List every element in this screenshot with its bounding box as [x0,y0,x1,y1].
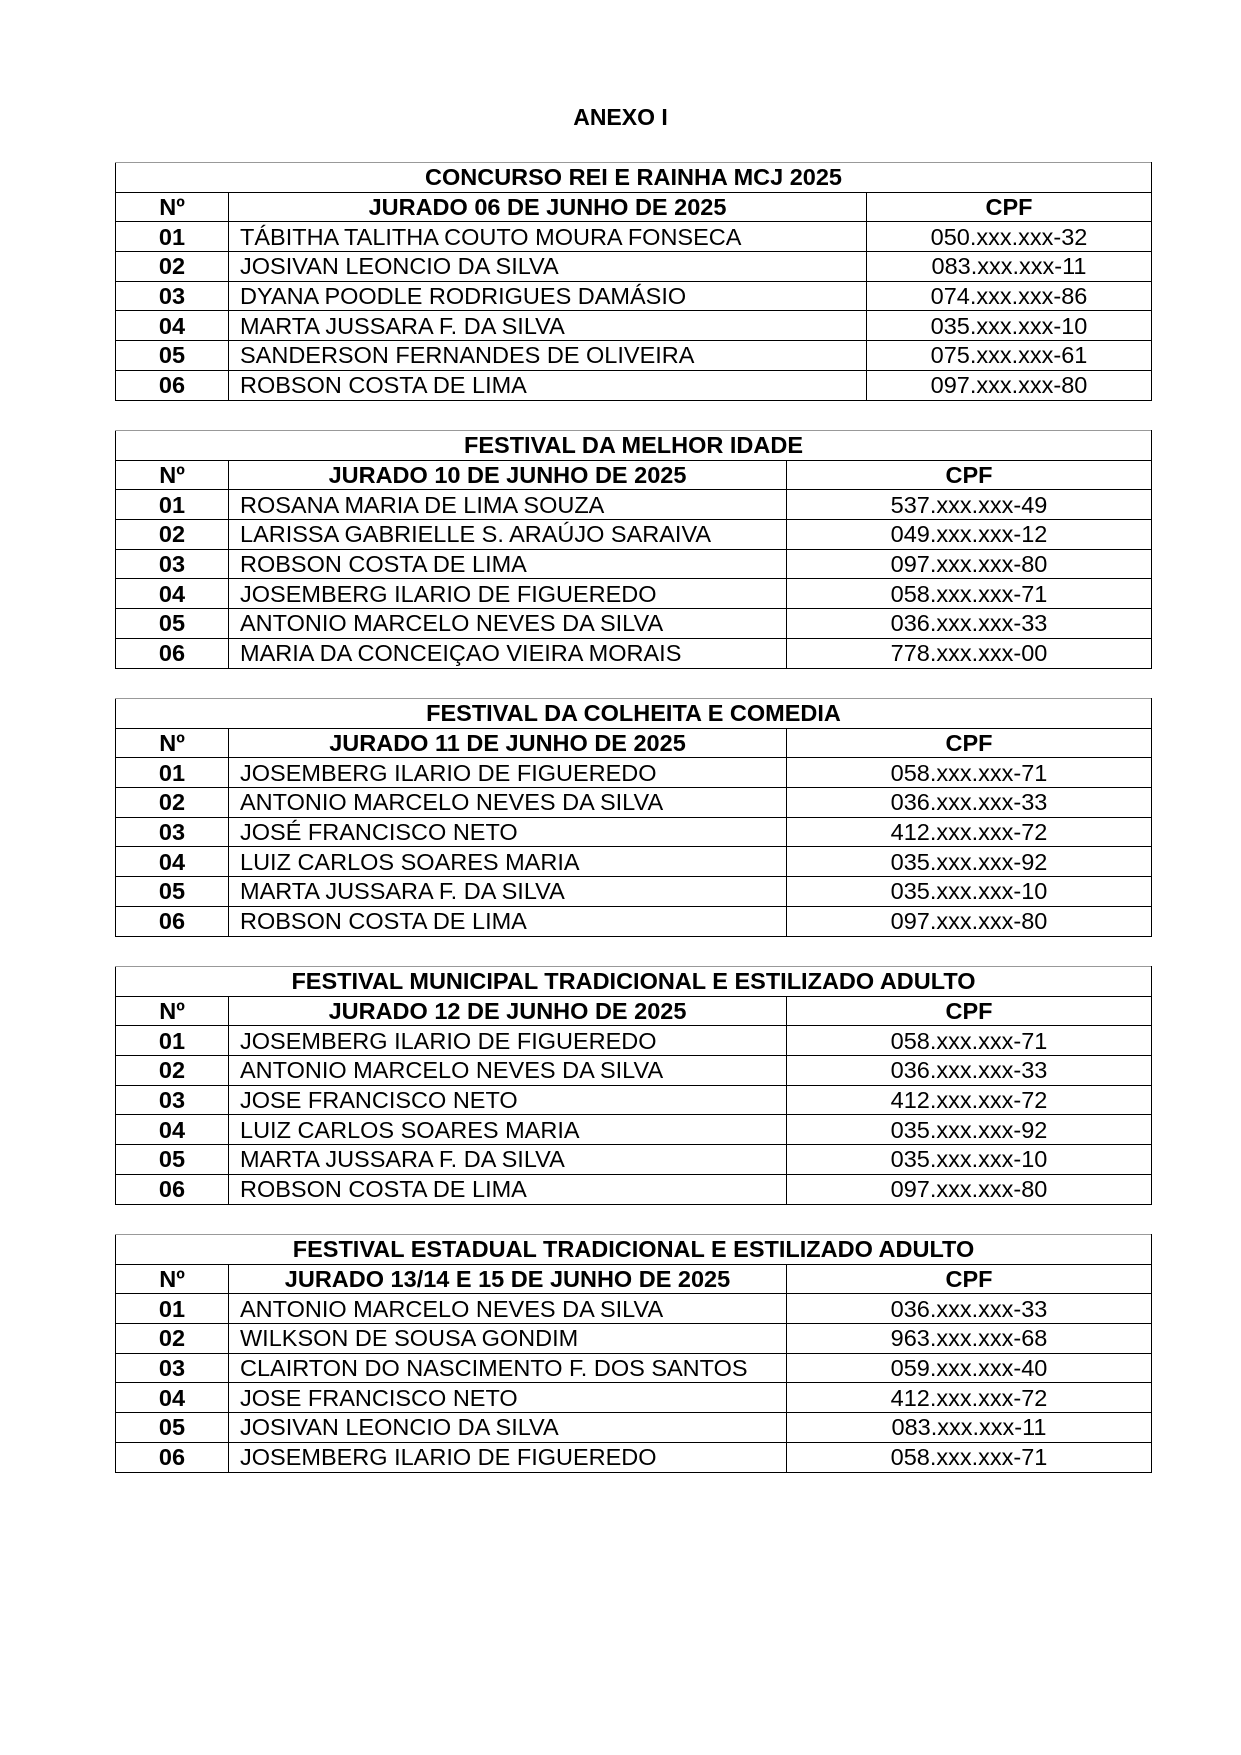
row-number: 06 [116,1174,229,1204]
juror-name: ROBSON COSTA DE LIMA [229,370,867,400]
table-row [116,817,1152,847]
table-row [116,1294,1152,1324]
column-header-cpf: CPF [787,996,1152,1026]
juror-name: TÁBITHA TALITHA COUTO MOURA FONSECA [229,222,867,252]
table-row [116,609,1152,639]
juror-cpf: 537.xxx.xxx-49 [787,490,1152,520]
juror-cpf: 097.xxx.xxx-80 [867,370,1152,400]
table-row [116,579,1152,609]
row-number: 05 [116,609,229,639]
juror-name: MARTA JUSSARA F. DA SILVA [229,1145,787,1175]
juror-name: JOSIVAN LEONCIO DA SILVA [229,252,867,282]
juror-cpf: 036.xxx.xxx-33 [787,1294,1152,1324]
table-header-row [116,728,1152,758]
row-number: 05 [116,877,229,907]
juror-name: ANTONIO MARCELO NEVES DA SILVA [229,609,787,639]
column-header-jurado: JURADO 06 DE JUNHO DE 2025 [229,192,867,222]
column-header-number: Nº [116,996,229,1026]
juror-name: ANTONIO MARCELO NEVES DA SILVA [229,788,787,818]
row-number: 01 [116,222,229,252]
table-row [116,222,1152,252]
table-row [116,341,1152,371]
column-header-number: Nº [116,728,229,758]
table-header-row [116,192,1152,222]
row-number: 04 [116,1115,229,1145]
table-row [116,520,1152,550]
column-header-cpf: CPF [867,192,1152,222]
jury-table [115,698,1152,937]
table-caption: FESTIVAL ESTADUAL TRADICIONAL E ESTILIZADO ADULTO [116,1235,1152,1265]
juror-cpf: 058.xxx.xxx-71 [787,758,1152,788]
juror-name: ANTONIO MARCELO NEVES DA SILVA [229,1056,787,1086]
juror-name: ROBSON COSTA DE LIMA [229,1174,787,1204]
row-number: 02 [116,1056,229,1086]
juror-cpf: 097.xxx.xxx-80 [787,549,1152,579]
table-row [116,252,1152,282]
juror-name: MARTA JUSSARA F. DA SILVA [229,877,787,907]
row-number: 02 [116,1324,229,1354]
juror-cpf: 075.xxx.xxx-61 [867,341,1152,371]
table-row [116,847,1152,877]
table-row [116,1085,1152,1115]
juror-name: JOSEMBERG ILARIO DE FIGUEREDO [229,579,787,609]
row-number: 04 [116,311,229,341]
juror-name: JOSIVAN LEONCIO DA SILVA [229,1413,787,1443]
table-row [116,1353,1152,1383]
table-caption-row [116,163,1152,193]
juror-cpf: 035.xxx.xxx-10 [787,1145,1152,1175]
row-number: 03 [116,281,229,311]
table-row [116,1383,1152,1413]
juror-cpf: 778.xxx.xxx-00 [787,638,1152,668]
table-row [116,549,1152,579]
juror-cpf: 035.xxx.xxx-92 [787,1115,1152,1145]
juror-cpf: 035.xxx.xxx-10 [787,877,1152,907]
juror-cpf: 058.xxx.xxx-71 [787,1026,1152,1056]
row-number: 03 [116,1353,229,1383]
juror-name: CLAIRTON DO NASCIMENTO F. DOS SANTOS [229,1353,787,1383]
table-row [116,370,1152,400]
table-caption-row [116,699,1152,729]
row-number: 06 [116,370,229,400]
table-header-row [116,996,1152,1026]
juror-cpf: 050.xxx.xxx-32 [867,222,1152,252]
juror-name: JOSE FRANCISCO NETO [229,1383,787,1413]
row-number: 02 [116,252,229,282]
juror-name: ROBSON COSTA DE LIMA [229,906,787,936]
row-number: 02 [116,520,229,550]
column-header-jurado: JURADO 13/14 E 15 DE JUNHO DE 2025 [229,1264,787,1294]
table-caption: FESTIVAL DA MELHOR IDADE [116,431,1152,461]
juror-name: JOSÉ FRANCISCO NETO [229,817,787,847]
table-row [116,638,1152,668]
row-number: 06 [116,1442,229,1472]
table-row [116,1442,1152,1472]
table-caption-row [116,1235,1152,1265]
row-number: 01 [116,490,229,520]
row-number: 04 [116,579,229,609]
juror-cpf: 083.xxx.xxx-11 [787,1413,1152,1443]
juror-name: ROSANA MARIA DE LIMA SOUZA [229,490,787,520]
juror-name: ANTONIO MARCELO NEVES DA SILVA [229,1294,787,1324]
column-header-jurado: JURADO 12 DE JUNHO DE 2025 [229,996,787,1026]
row-number: 05 [116,1145,229,1175]
row-number: 01 [116,1294,229,1324]
column-header-cpf: CPF [787,728,1152,758]
juror-name: WILKSON DE SOUSA GONDIM [229,1324,787,1354]
juror-name: SANDERSON FERNANDES DE OLIVEIRA [229,341,867,371]
table-row [116,758,1152,788]
column-header-jurado: JURADO 10 DE JUNHO DE 2025 [229,460,787,490]
row-number: 03 [116,1085,229,1115]
juror-name: JOSEMBERG ILARIO DE FIGUEREDO [229,758,787,788]
juror-cpf: 963.xxx.xxx-68 [787,1324,1152,1354]
juror-name: JOSE FRANCISCO NETO [229,1085,787,1115]
row-number: 01 [116,758,229,788]
juror-cpf: 049.xxx.xxx-12 [787,520,1152,550]
juror-cpf: 097.xxx.xxx-80 [787,1174,1152,1204]
juror-cpf: 059.xxx.xxx-40 [787,1353,1152,1383]
table-caption-row [116,431,1152,461]
column-header-number: Nº [116,460,229,490]
table-row [116,788,1152,818]
juror-cpf: 058.xxx.xxx-71 [787,1442,1152,1472]
table-header-row [116,1264,1152,1294]
row-number: 06 [116,906,229,936]
table-row [116,1026,1152,1056]
table-row [116,1174,1152,1204]
row-number: 06 [116,638,229,668]
table-row [116,1115,1152,1145]
row-number: 03 [116,817,229,847]
column-header-cpf: CPF [787,1264,1152,1294]
row-number: 05 [116,1413,229,1443]
page-title: ANEXO I [573,104,668,130]
juror-cpf: 097.xxx.xxx-80 [787,906,1152,936]
table-caption: FESTIVAL DA COLHEITA E COMEDIA [116,699,1152,729]
juror-cpf: 036.xxx.xxx-33 [787,788,1152,818]
juror-name: JOSEMBERG ILARIO DE FIGUEREDO [229,1026,787,1056]
juror-cpf: 412.xxx.xxx-72 [787,817,1152,847]
jury-table [115,430,1152,669]
juror-cpf: 058.xxx.xxx-71 [787,579,1152,609]
table-row [116,1413,1152,1443]
row-number: 01 [116,1026,229,1056]
row-number: 02 [116,788,229,818]
table-row [116,1145,1152,1175]
juror-name: DYANA POODLE RODRIGUES DAMÁSIO [229,281,867,311]
jury-table [115,162,1152,401]
juror-name: LARISSA GABRIELLE S. ARAÚJO SARAIVA [229,520,787,550]
juror-cpf: 035.xxx.xxx-92 [787,847,1152,877]
juror-cpf: 412.xxx.xxx-72 [787,1085,1152,1115]
row-number: 04 [116,847,229,877]
row-number: 04 [116,1383,229,1413]
juror-cpf: 083.xxx.xxx-11 [867,252,1152,282]
table-caption-row [116,967,1152,997]
juror-cpf: 074.xxx.xxx-86 [867,281,1152,311]
table-row [116,1056,1152,1086]
table-caption: FESTIVAL MUNICIPAL TRADICIONAL E ESTILIZADO ADULTO [116,967,1152,997]
jury-table [115,1234,1152,1473]
table-row [116,1324,1152,1354]
column-header-number: Nº [116,1264,229,1294]
table-row [116,490,1152,520]
table-header-row [116,460,1152,490]
juror-cpf: 035.xxx.xxx-10 [867,311,1152,341]
juror-cpf: 036.xxx.xxx-33 [787,609,1152,639]
juror-cpf: 036.xxx.xxx-33 [787,1056,1152,1086]
row-number: 03 [116,549,229,579]
juror-name: JOSEMBERG ILARIO DE FIGUEREDO [229,1442,787,1472]
row-number: 05 [116,341,229,371]
juror-name: MARIA DA CONCEIÇAO VIEIRA MORAIS [229,638,787,668]
juror-cpf: 412.xxx.xxx-72 [787,1383,1152,1413]
table-row [116,281,1152,311]
table-row [116,877,1152,907]
juror-name: LUIZ CARLOS SOARES MARIA [229,1115,787,1145]
table-caption: CONCURSO REI E RAINHA MCJ 2025 [116,163,1152,193]
juror-name: ROBSON COSTA DE LIMA [229,549,787,579]
column-header-number: Nº [116,192,229,222]
juror-name: LUIZ CARLOS SOARES MARIA [229,847,787,877]
table-row [116,311,1152,341]
juror-name: MARTA JUSSARA F. DA SILVA [229,311,867,341]
column-header-jurado: JURADO 11 DE JUNHO DE 2025 [229,728,787,758]
table-row [116,906,1152,936]
column-header-cpf: CPF [787,460,1152,490]
jury-table [115,966,1152,1205]
